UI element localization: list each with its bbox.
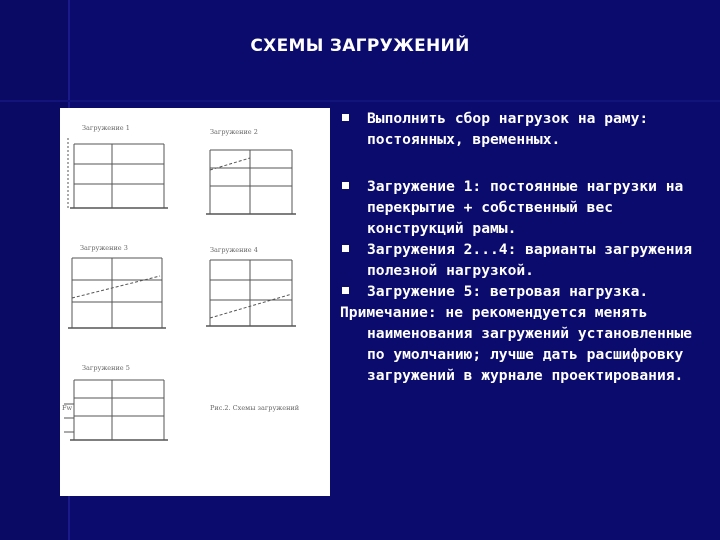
bullet-item (340, 176, 716, 239)
frame-panel-4 (206, 260, 296, 326)
load-schemes-figure (60, 108, 330, 496)
frame-panel-5 (64, 380, 168, 440)
panel-label-1: Загружение 1 (82, 124, 130, 132)
bullet-item (340, 108, 716, 150)
frame-panel-2 (206, 150, 296, 214)
square-bullet-icon (342, 287, 349, 294)
wind-load-label: Fw (62, 404, 73, 412)
spacer (340, 150, 716, 176)
bullet-text: Загружение 1: постоянные нагрузки на перекрытие + собственный вес конструкций рамы. (367, 178, 684, 237)
load-schemes-drawing (60, 108, 330, 496)
panel-label-4: Загружение 4 (210, 246, 258, 254)
text-content (340, 108, 716, 386)
frame-panel-1 (68, 138, 168, 208)
background-horizontal-line (0, 100, 720, 102)
panel-label-2: Загружение 2 (210, 128, 258, 136)
note-body: наименования загружений установленные по умолчанию; лучше дать расшифровку загружений в журнале проектирования. (367, 325, 693, 384)
bullet-text: Загружение 5: ветровая нагрузка. (367, 283, 649, 300)
panel-label-5: Загружение 5 (82, 364, 130, 372)
square-bullet-icon (342, 245, 349, 252)
bullet-text: Выполнить сбор нагрузок на раму: постоянных, временных. (367, 110, 649, 148)
figure-caption: Рис.2. Схемы загружений (210, 404, 300, 412)
bullet-item (340, 239, 716, 281)
frame-panel-3 (68, 258, 166, 328)
panel-label-3: Загружение 3 (80, 244, 128, 252)
bullet-item (340, 281, 716, 302)
square-bullet-icon (342, 182, 349, 189)
note-heading: Примечание: не рекомендуется менять (340, 304, 648, 321)
square-bullet-icon (342, 114, 349, 121)
slide-title: СХЕМЫ ЗАГРУЖЕНИЙ (250, 36, 470, 56)
bullet-text: Загружения 2...4: варианты загружения полезной нагрузкой. (367, 241, 693, 279)
